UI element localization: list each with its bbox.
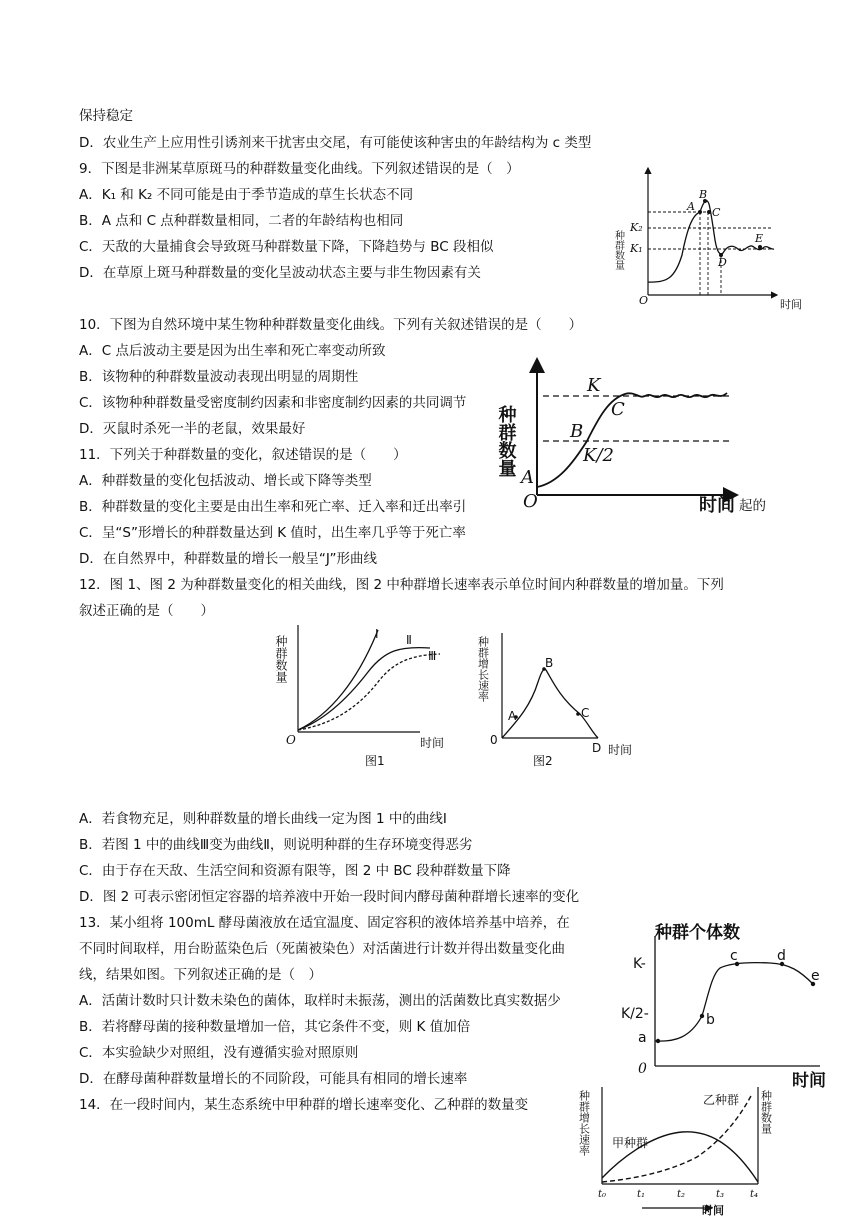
question-11-option-b: B．种群数量的变化主要是由出生率和死亡率、迁入率和迁出率引 (79, 499, 467, 515)
curve-i (298, 630, 378, 730)
series-b-label: 乙种群 (703, 1093, 740, 1107)
x-axis-label: 时间 (702, 1204, 724, 1216)
label-d: D (592, 741, 602, 755)
label-d: D (718, 256, 727, 269)
question-13-option-c: C．本实验缺少对照组，没有遵循实验对照原则 (79, 1045, 359, 1061)
question-12-stem-cont: 叙述正确的是（ ） (79, 603, 214, 619)
caption-figure-2: 图2 (533, 754, 553, 768)
y-axis-label: 种群数量 (612, 230, 624, 270)
question-10-option-a: A．C 点后波动主要是因为出生率和死亡率变动所致 (79, 343, 386, 359)
question-10-option-c: C．该物种种群数量受密度制约因素和非密度制约因素的共同调节 (79, 395, 467, 411)
k-half-label: K/2- (621, 1006, 649, 1022)
x-axis-label: 时间 (780, 298, 802, 311)
label-c: C (611, 399, 625, 420)
series-a-label: 甲种群 (612, 1136, 649, 1150)
text-tail: 起的 (739, 498, 766, 514)
point-a (656, 1039, 660, 1043)
y-axis-label: 种群数量 (495, 405, 517, 477)
label-b: B (699, 188, 708, 201)
question-9-option-c: C．天敌的大量捕食会导致斑马种群数量下降，下降趋势与 BC 段相似 (79, 239, 494, 255)
point-a (698, 210, 702, 214)
origin-label: 0 (638, 1061, 647, 1077)
question-13-stem: 13．某小组将 100mL 酵母菌液放在适宜温度、固定容积的液体培养基中培养，在 (79, 915, 570, 931)
x-axis-label: 时间 (608, 743, 633, 757)
figure-q9 (612, 160, 812, 310)
label-c: c (730, 948, 738, 964)
label-d: d (777, 948, 786, 964)
question-13-option-a: A．活菌计数时只计数未染色的菌体，取样时未振荡，测出的活菌数比真实数据少 (79, 993, 561, 1009)
label-a: A (508, 709, 517, 723)
k-label: K (587, 375, 601, 396)
tick-t3: t₃ (716, 1189, 725, 1200)
y-axis-label: 种群数量 (274, 635, 288, 683)
question-14-stem: 14．在一段时间内，某生态系统中甲种群的增长速率变化、乙种群的数量变 (79, 1097, 529, 1113)
label-b: b (706, 1012, 715, 1028)
question-12-option-b: B．若图 1 中的曲线Ⅲ变为曲线Ⅱ，则说明种群的生存环境变得恶劣 (79, 837, 473, 853)
k-label: K- (633, 956, 646, 972)
label-a: a (638, 1030, 647, 1046)
tick-t2: t₂ (677, 1189, 686, 1200)
question-9-stem: 9．下图是非洲某草原斑马的种群数量变化曲线。下列叙述错误的是（ ） (79, 161, 520, 177)
label-a: A (521, 467, 534, 488)
point-c (576, 712, 580, 716)
point-e (758, 245, 762, 249)
tick-t0: t₀ (598, 1189, 607, 1200)
figure-q13 (620, 916, 835, 1091)
question-9-option-b: B．A 点和 C 点种群数量相同，二者的年龄结构也相同 (79, 213, 404, 229)
origin-label: O (523, 491, 538, 512)
figure-q14 (577, 1082, 792, 1216)
k-half-label: K/2 (583, 445, 614, 466)
population-curve (655, 963, 813, 1041)
question-13-option-d: D．在酵母菌种群数量增长的不同阶段，可能具有相同的增长速率 (79, 1071, 468, 1087)
label-a: A (687, 200, 695, 213)
question-10-option-b: B．该物种的种群数量波动表现出明显的周期性 (79, 369, 359, 385)
label-e: E (755, 232, 764, 245)
x-axis-label: 时间 (699, 495, 735, 516)
figure-q10 (495, 355, 773, 520)
question-12-option-d: D．图 2 可表示密闭恒定容器的培养液中开始一段时间内酵母菌种群增长速率的变化 (79, 889, 580, 905)
question-9-option-d: D．在草原上斑马种群数量的变化呈波动状态主要与非生物因素有关 (79, 265, 481, 281)
y-axis-label: 种群增长速率 (476, 636, 490, 702)
text-line: D．农业生产上应用性引诱剂来干扰害虫交尾，有可能使该种害虫的年龄结构为 c 类型 (79, 135, 592, 151)
k2-label: K₂ (630, 221, 643, 234)
curve-label-ii: Ⅱ (406, 633, 412, 647)
tick-t1: t₁ (637, 1189, 646, 1200)
question-11-option-a: A．种群数量的变化包括波动、增长或下降等类型 (79, 473, 372, 489)
label-b: B (545, 656, 554, 670)
chart-title: 种群个体数 (655, 923, 740, 943)
population-curve (537, 393, 727, 487)
question-12-option-a: A．若食物充足，则种群数量的增长曲线一定为图 1 中的曲线Ⅰ (79, 811, 447, 827)
question-11-option-d: D．在自然界中，种群数量的增长一般呈“J”形曲线 (79, 551, 377, 567)
growth-rate-curve (502, 669, 598, 738)
label-c: C (712, 206, 721, 219)
question-11-option-c: C．呈“S”形增长的种群数量达到 K 值时，出生率几乎等于死亡率 (79, 525, 466, 541)
curve-label-i: I (375, 627, 379, 641)
question-10-option-d: D．灭鼠时杀死一半的老鼠，效果最好 (79, 421, 306, 437)
point-c (707, 210, 711, 214)
question-9-option-a: A．K₁ 和 K₂ 不同可能是由于季节造成的草生长状态不同 (79, 187, 414, 203)
question-12-stem: 12．图 1、图 2 为种群数量变化的相关曲线，图 2 中种群增长速率表示单位时间内种群数量的增加量。下列 (79, 577, 724, 593)
curve-label-iii: Ⅲ (428, 649, 437, 663)
k1-label: K₁ (630, 242, 643, 255)
origin-label: 0 (490, 733, 498, 747)
label-b: B (570, 421, 584, 442)
question-13-stem-cont: 线，结果如图。下列叙述正确的是（ ） (79, 967, 322, 983)
text-line: 保持稳定 (79, 108, 133, 124)
question-13-option-b: B．若将酵母菌的接种数量增加一倍，其它条件不变，则 K 值加倍 (79, 1019, 471, 1035)
y-axis-left-label: 种群增长速率 (577, 1090, 591, 1156)
x-axis-label: 时间 (420, 736, 445, 750)
figure-12-1 (274, 620, 455, 770)
question-10-stem: 10．下图为自然环境中某生物种种群数量变化曲线。下列有关叙述错误的是（ ） (79, 317, 583, 333)
label-e: e (811, 968, 820, 984)
figure-12-2 (476, 628, 645, 763)
origin-label: O (639, 294, 649, 307)
caption-figure-1: 图1 (365, 754, 385, 768)
origin-label: O (286, 733, 296, 747)
question-11-stem: 11．下列关于种群数量的变化，叙述错误的是（ ） (79, 447, 407, 463)
y-axis-right-label: 种群数量 (759, 1090, 773, 1134)
label-c: C (581, 706, 590, 720)
question-13-stem-cont: 不同时间取样，用台盼蓝染色后（死菌被染色）对活菌进行计数并得出数量变化曲 (79, 941, 565, 957)
point-b (700, 1014, 704, 1018)
x-axis-label: 时间 (792, 1071, 826, 1091)
question-12-option-c: C．由于存在天敌、生活空间和资源有限等，图 2 中 BC 段种群数量下降 (79, 863, 511, 879)
tick-t4: t₄ (750, 1189, 759, 1200)
